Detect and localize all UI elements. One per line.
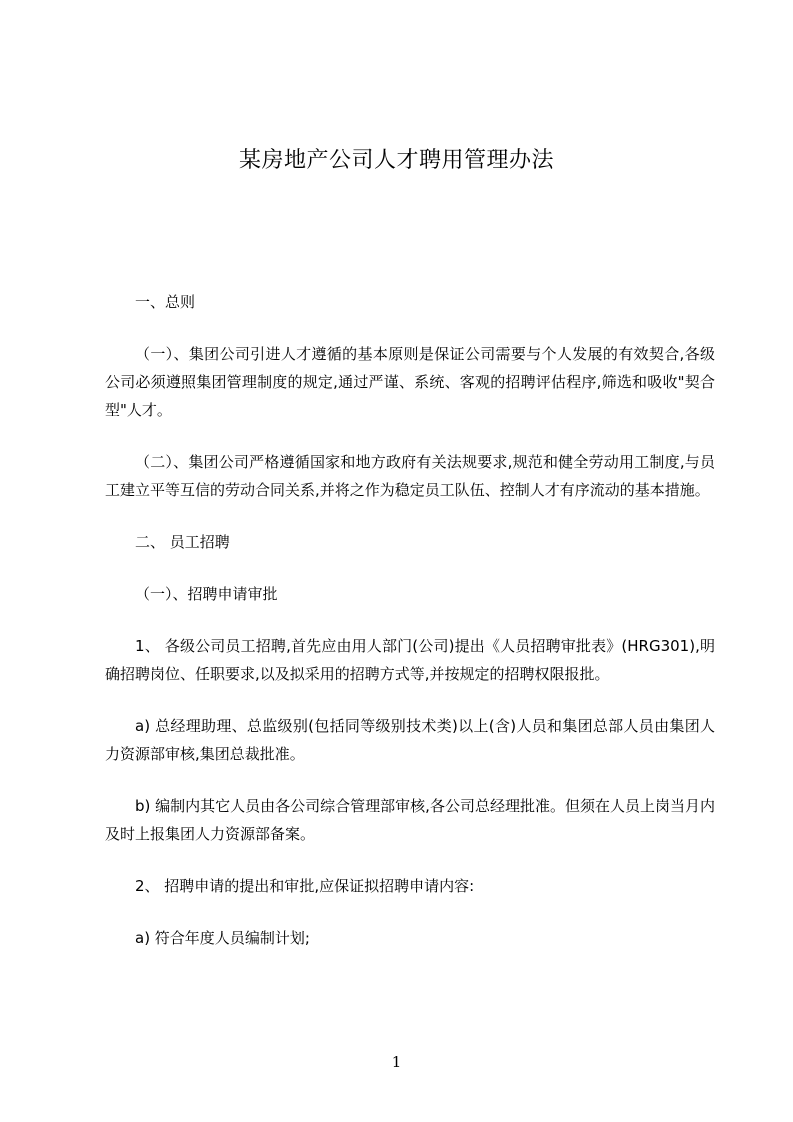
paragraph-item-1: 1、 各级公司员工招聘,首先应由用人部门(公司)提出《人员招聘审批表》(HRG301),明确招聘岗位、任职要求,以及拟采用的招聘方式等,并按规定的招聘权限报批。 [105, 637, 715, 683]
page-number: 1 [391, 1053, 402, 1071]
section-heading-recruitment: 二、 员工招聘 [135, 533, 230, 551]
section-heading-general: 一、总则 [135, 293, 196, 311]
paragraph-principle: （一）、集团公司引进人才遵循的基本原则是保证公司需要与个人发展的有效契合,各级公司必须遵照集团管理制度的规定,通过严谨、系统、客观的招聘评估程序,筛选和吸收"契合型"人才。 [105, 345, 715, 419]
paragraph-item-2: 2、 招聘申请的提出和审批,应保证拟招聘申请内容: [135, 877, 475, 895]
paragraph-labor-law: （二）、集团公司严格遵循国家和地方政府有关法规要求,规范和健全劳动用工制度,与员工建立平等互信的劳动合同关系,并将之作为稳定员工队伍、控制人才有序流动的基本措施。 [105, 453, 715, 499]
document-title: 某房地产公司人才聘用管理办法 [238, 148, 554, 173]
document-body [105, 288, 715, 952]
paragraph-item-1b: b) 编制内其它人员由各公司综合管理部审核,各公司总经理批准。但须在人员上岗当月内及时上报集团人力资源部备案。 [105, 797, 715, 843]
subsection-heading-approval: （一）、招聘申请审批 [135, 585, 278, 603]
paragraph-item-2a: a) 符合年度人员编制计划; [135, 929, 310, 947]
paragraph-item-1a: a) 总经理助理、总监级别(包括同等级别技术类)以上(含)人员和集团总部人员由集团人力资源部审核,集团总裁批准。 [105, 717, 715, 763]
